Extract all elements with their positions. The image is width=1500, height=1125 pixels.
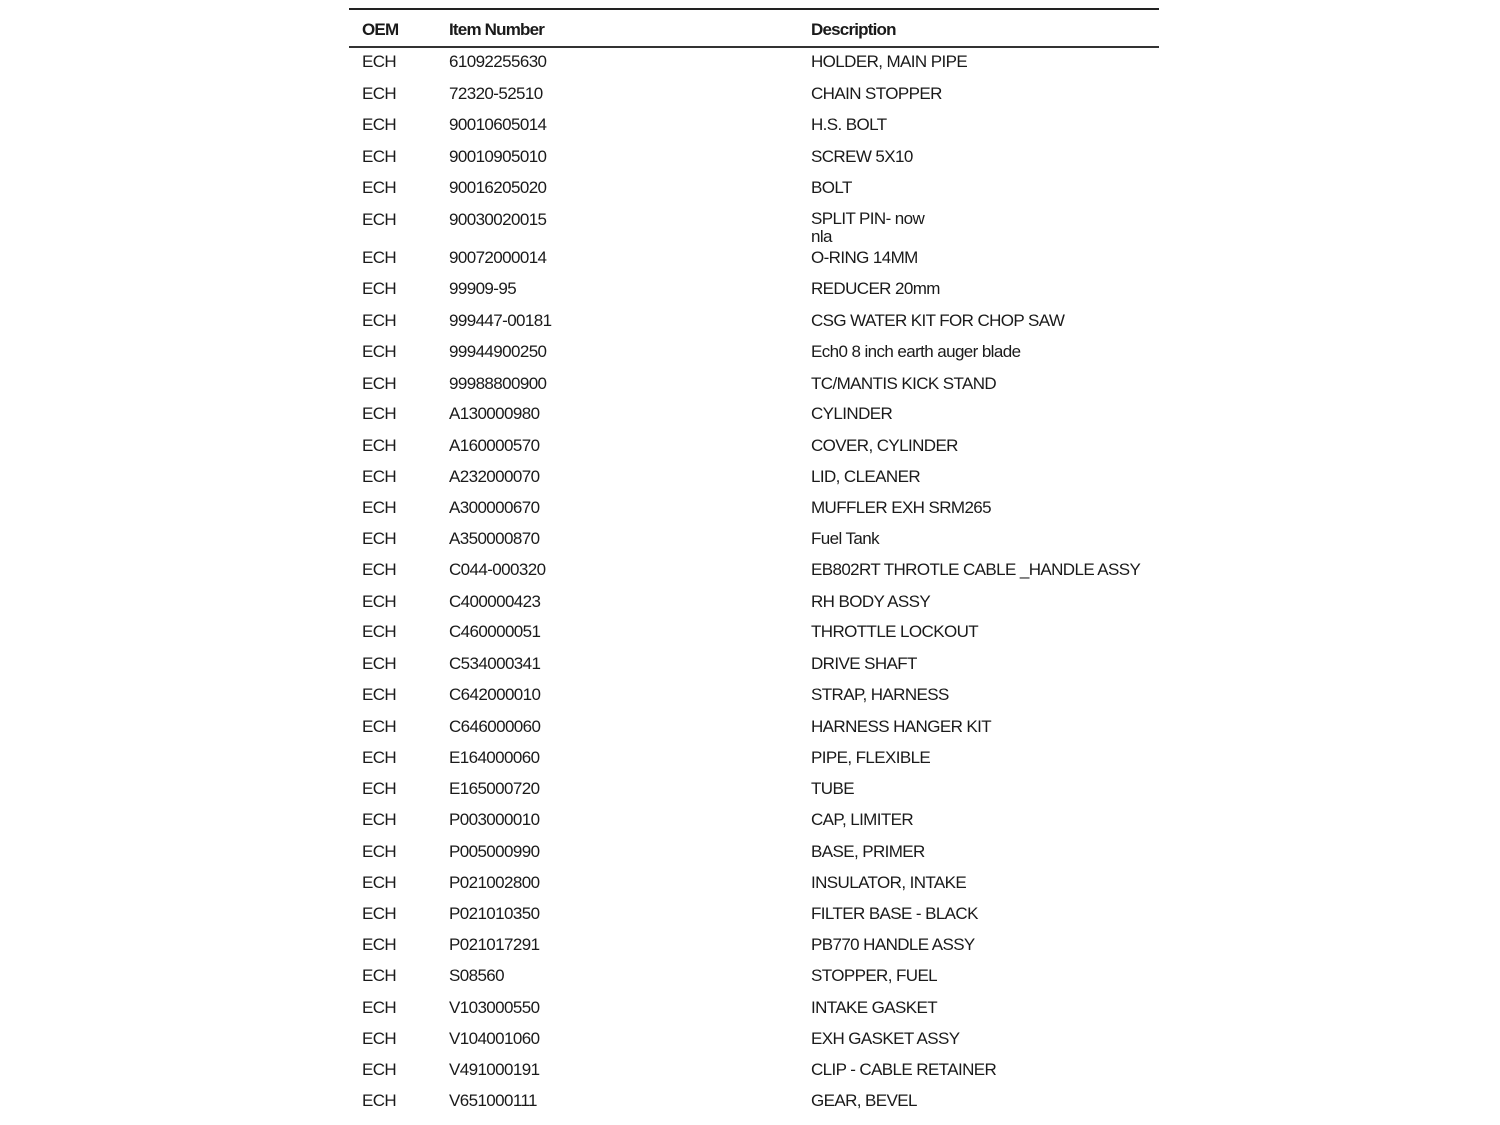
cell-oem: ECH [362, 779, 397, 798]
cell-description: DRIVE SHAFT [811, 654, 917, 673]
cell-description: THROTTLE LOCKOUT [811, 622, 979, 641]
table-row [349, 654, 1159, 684]
table-row [349, 374, 1159, 404]
cell-item-number: A130000980 [449, 404, 540, 423]
cell-item-number: C534000341 [449, 654, 541, 673]
cell-description: CYLINDER [811, 404, 893, 423]
cell-description: PB770 HANDLE ASSY [811, 935, 975, 954]
cell-description: CHAIN STOPPER [811, 84, 942, 103]
cell-description: INTAKE GASKET [811, 998, 938, 1017]
cell-oem: ECH [362, 998, 397, 1017]
cell-item-number: E164000060 [449, 748, 540, 767]
table-header [349, 10, 1159, 48]
table-row [349, 1060, 1159, 1090]
cell-description: CLIP - CABLE RETAINER [811, 1060, 997, 1079]
cell-oem: ECH [362, 115, 397, 134]
cell-oem: ECH [362, 1060, 397, 1079]
table-row [349, 115, 1159, 145]
header-item-number: Item Number [449, 20, 545, 39]
cell-item-number: C460000051 [449, 622, 541, 641]
cell-description [811, 210, 924, 246]
cell-oem: ECH [362, 810, 397, 829]
header-oem: OEM [362, 20, 399, 39]
table-row [349, 529, 1159, 559]
cell-item-number: 90010605014 [449, 115, 547, 134]
cell-description: STOPPER, FUEL [811, 966, 938, 985]
cell-description: H.S. BOLT [811, 115, 887, 134]
cell-item-number: A232000070 [449, 467, 540, 486]
table-row [349, 779, 1159, 809]
table-row [349, 147, 1159, 177]
table-row [349, 498, 1159, 528]
cell-item-number: V491000191 [449, 1060, 540, 1079]
table-row [349, 178, 1159, 208]
cell-oem: ECH [362, 717, 397, 736]
cell-item-number: A300000670 [449, 498, 540, 517]
cell-description: EB802RT THROTLE CABLE _HANDLE ASSY [811, 560, 1141, 579]
cell-item-number: C642000010 [449, 685, 541, 704]
header-description: Description [811, 20, 896, 39]
cell-description: CAP, LIMITER [811, 810, 914, 829]
parts-table [349, 8, 1159, 48]
table-row [349, 467, 1159, 497]
cell-oem: ECH [362, 1029, 397, 1048]
cell-oem: ECH [362, 147, 397, 166]
cell-oem: ECH [362, 842, 397, 861]
cell-oem: ECH [362, 178, 397, 197]
table-row [349, 1029, 1159, 1059]
cell-item-number: V104001060 [449, 1029, 540, 1048]
cell-oem: ECH [362, 84, 397, 103]
table-row [349, 311, 1159, 341]
cell-oem: ECH [362, 966, 397, 985]
cell-oem: ECH [362, 210, 397, 229]
cell-description-line: SPLIT PIN- now [811, 209, 925, 228]
cell-description: MUFFLER EXH SRM265 [811, 498, 992, 517]
cell-oem: ECH [362, 904, 397, 923]
cell-description: SCREW 5X10 [811, 147, 913, 166]
table-row [349, 436, 1159, 466]
cell-description: FILTER BASE - BLACK [811, 904, 978, 923]
cell-description: PIPE, FLEXIBLE [811, 748, 931, 767]
cell-description: GEAR, BEVEL [811, 1091, 917, 1110]
table-row [349, 935, 1159, 965]
cell-item-number: P005000990 [449, 842, 540, 861]
cell-item-number: 99988800900 [449, 374, 547, 393]
cell-oem: ECH [362, 467, 397, 486]
table-row [349, 904, 1159, 934]
cell-oem: ECH [362, 592, 397, 611]
cell-oem: ECH [362, 311, 397, 330]
cell-item-number: 999447-00181 [449, 311, 552, 330]
cell-oem: ECH [362, 873, 397, 892]
cell-oem: ECH [362, 342, 397, 361]
table-row [349, 717, 1159, 747]
cell-item-number: C400000423 [449, 592, 541, 611]
cell-description: BASE, PRIMER [811, 842, 925, 861]
cell-oem: ECH [362, 685, 397, 704]
cell-description: TUBE [811, 779, 854, 798]
cell-item-number: 99909-95 [449, 279, 517, 298]
cell-description: CSG WATER KIT FOR CHOP SAW [811, 311, 1065, 330]
cell-oem: ECH [362, 436, 397, 455]
table-row [349, 560, 1159, 590]
table-row [349, 810, 1159, 840]
cell-description: HOLDER, MAIN PIPE [811, 52, 968, 71]
cell-description: INSULATOR, INTAKE [811, 873, 967, 892]
cell-item-number: V651000111 [449, 1091, 537, 1110]
table-row [349, 52, 1159, 82]
cell-description: HARNESS HANGER KIT [811, 717, 992, 736]
cell-item-number: P021002800 [449, 873, 540, 892]
table-row [349, 279, 1159, 309]
cell-oem: ECH [362, 374, 397, 393]
table-row [349, 342, 1159, 372]
cell-item-number: A350000870 [449, 529, 540, 548]
cell-item-number: C646000060 [449, 717, 541, 736]
table-row [349, 404, 1159, 434]
cell-oem: ECH [362, 498, 397, 517]
table-row [349, 1091, 1159, 1121]
table-row [349, 248, 1159, 278]
table-row [349, 966, 1159, 996]
cell-item-number: 99944900250 [449, 342, 547, 361]
cell-oem: ECH [362, 404, 397, 423]
table-row [349, 685, 1159, 715]
cell-description: EXH GASKET ASSY [811, 1029, 960, 1048]
cell-item-number: P021017291 [449, 935, 540, 954]
cell-oem: ECH [362, 52, 397, 71]
cell-item-number: 90072000014 [449, 248, 547, 267]
table-row [349, 622, 1159, 652]
table-row [349, 873, 1159, 903]
cell-description: COVER, CYLINDER [811, 436, 958, 455]
cell-description: Ech0 8 inch earth auger blade [811, 342, 1021, 361]
cell-oem: ECH [362, 279, 397, 298]
cell-description: BOLT [811, 178, 852, 197]
cell-item-number: S08560 [449, 966, 505, 985]
cell-item-number: A160000570 [449, 436, 540, 455]
table-row [349, 84, 1159, 114]
cell-description: STRAP, HARNESS [811, 685, 949, 704]
cell-item-number: C044-000320 [449, 560, 546, 579]
cell-oem: ECH [362, 654, 397, 673]
cell-oem: ECH [362, 748, 397, 767]
cell-oem: ECH [362, 622, 397, 641]
cell-item-number: 61092255630 [449, 52, 547, 71]
cell-oem: ECH [362, 529, 397, 548]
table-row [349, 592, 1159, 622]
table-row [349, 842, 1159, 872]
cell-oem: ECH [362, 560, 397, 579]
cell-description: RH BODY ASSY [811, 592, 931, 611]
cell-description-line: nla [811, 227, 832, 246]
cell-item-number: 90010905010 [449, 147, 547, 166]
table-row [349, 998, 1159, 1028]
cell-item-number: 90030020015 [449, 210, 547, 229]
cell-item-number: 90016205020 [449, 178, 547, 197]
cell-oem: ECH [362, 935, 397, 954]
cell-description: REDUCER 20mm [811, 279, 940, 298]
table-row [349, 748, 1159, 778]
cell-item-number: P003000010 [449, 810, 540, 829]
cell-description: TC/MANTIS KICK STAND [811, 374, 997, 393]
table-row [349, 209, 1159, 246]
cell-item-number: V103000550 [449, 998, 540, 1017]
cell-description: Fuel Tank [811, 529, 879, 548]
cell-item-number: E165000720 [449, 779, 540, 798]
cell-item-number: P021010350 [449, 904, 540, 923]
cell-item-number: 72320-52510 [449, 84, 543, 103]
cell-oem: ECH [362, 248, 397, 267]
cell-description: O-RING 14MM [811, 248, 918, 267]
cell-oem: ECH [362, 1091, 397, 1110]
cell-description: LID, CLEANER [811, 467, 921, 486]
